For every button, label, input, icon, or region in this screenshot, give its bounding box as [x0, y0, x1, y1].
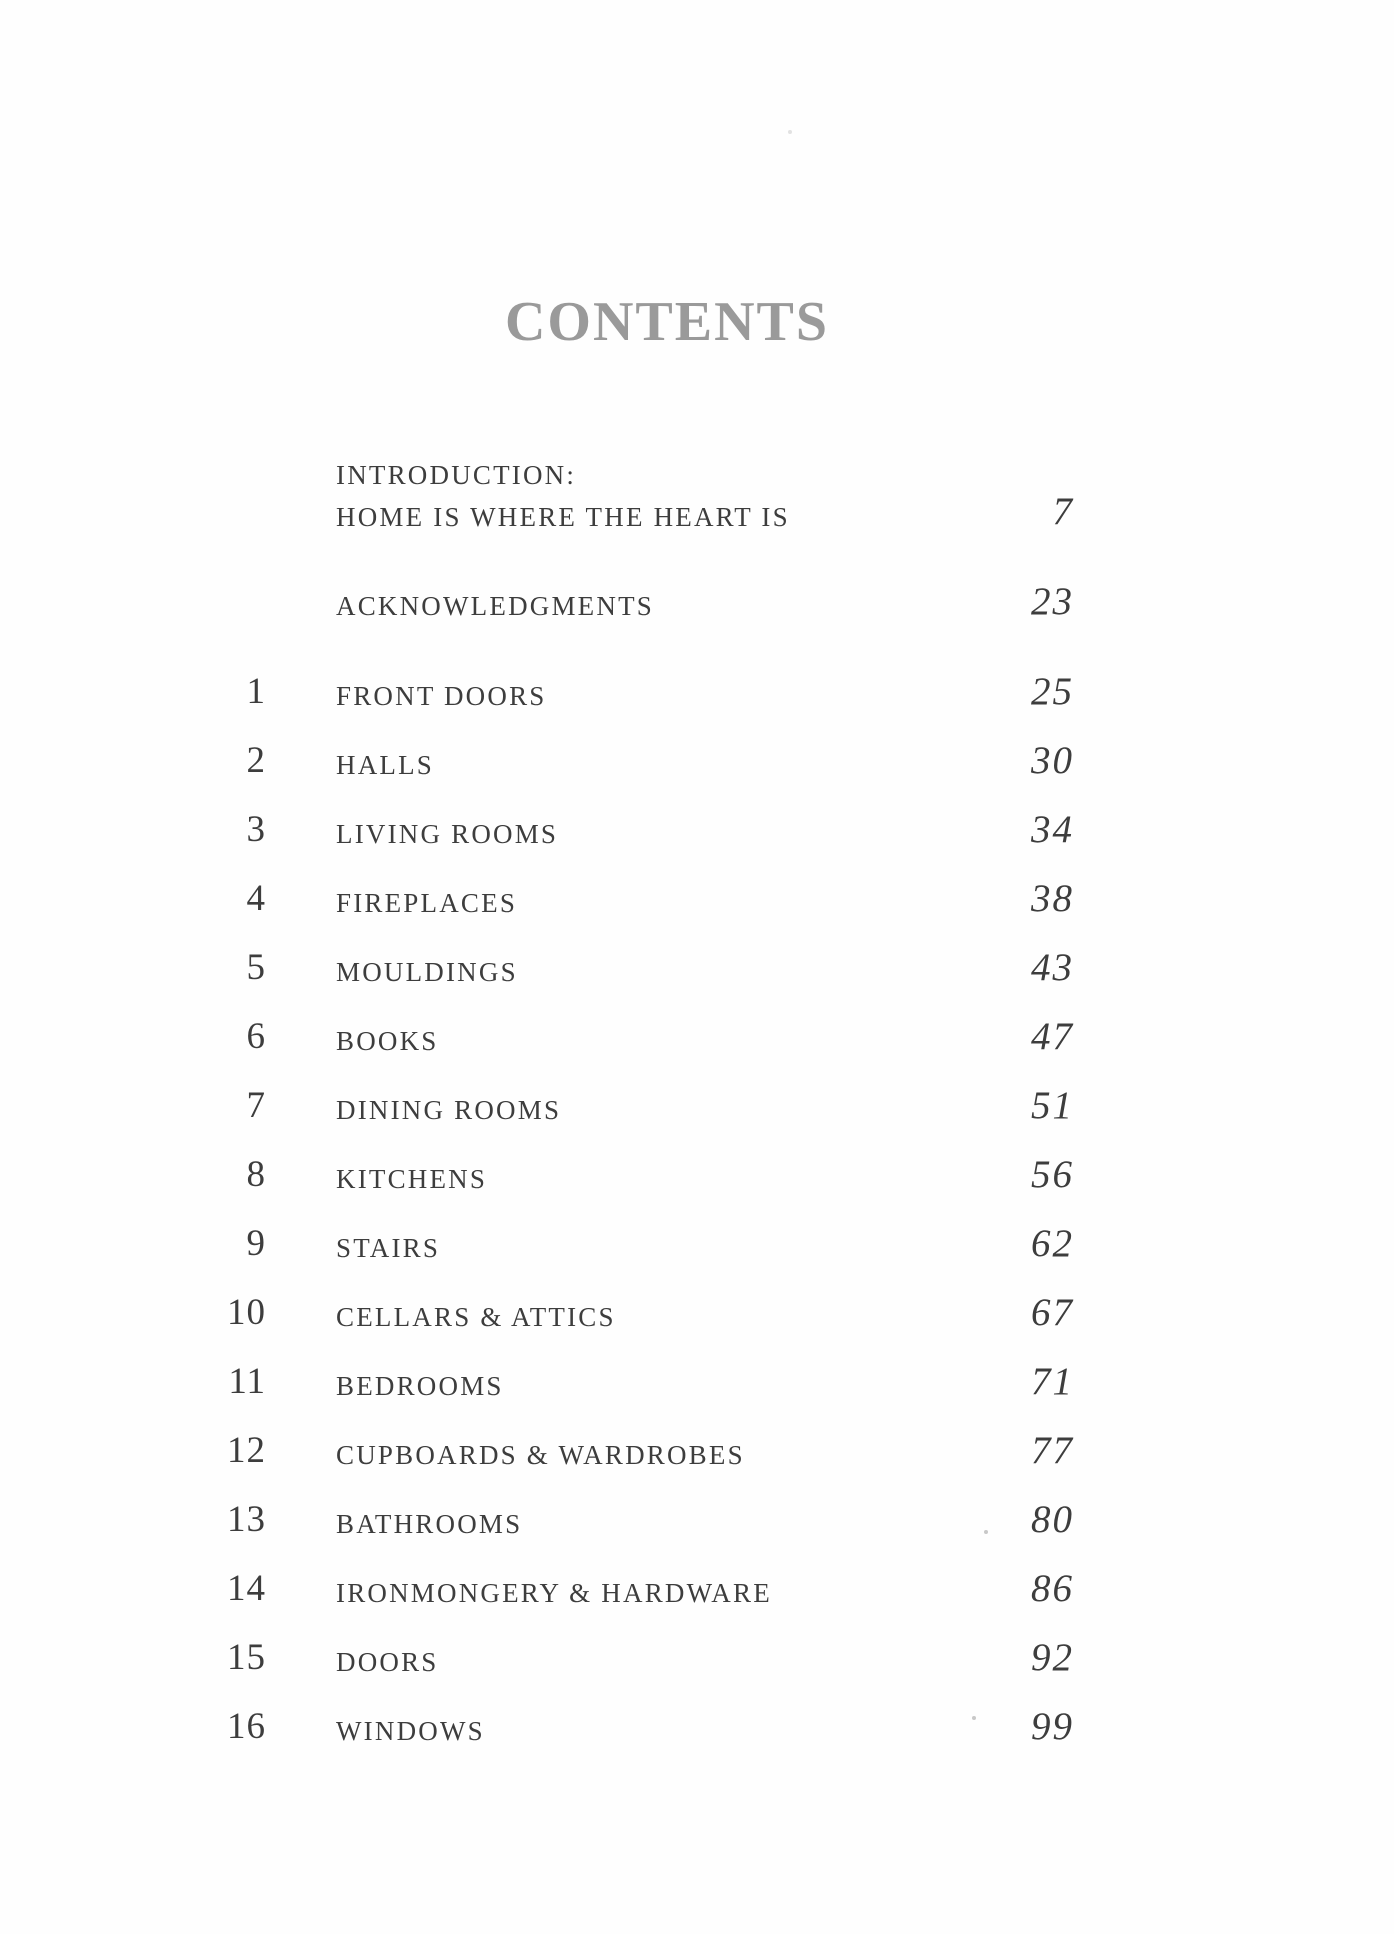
chapter-page: 30	[1031, 739, 1074, 782]
chapter-title: BATHROOMS	[336, 1509, 523, 1539]
chapter-title: BEDROOMS	[336, 1371, 504, 1401]
chapter-page: 86	[1031, 1567, 1074, 1610]
chapter-page: 71	[1031, 1360, 1074, 1403]
toc-entry-introduction-line2: HOME IS WHERE THE HEART IS	[336, 502, 790, 532]
toc-entry-introduction-page: 7	[1052, 490, 1074, 533]
chapter-number: 12	[227, 1430, 266, 1471]
chapter-page: 99	[1031, 1705, 1074, 1748]
chapter-page: 56	[1031, 1153, 1074, 1196]
chapter-title: KITCHENS	[336, 1164, 488, 1194]
chapter-number: 8	[246, 1154, 266, 1195]
chapter-number: 13	[227, 1499, 266, 1540]
chapter-page: 25	[1031, 670, 1074, 713]
chapter-title: DINING ROOMS	[336, 1095, 562, 1125]
chapter-page: 80	[1031, 1498, 1074, 1541]
chapter-page: 62	[1031, 1222, 1074, 1265]
chapter-title: CELLARS & ATTICS	[336, 1302, 616, 1332]
chapter-title: FIREPLACES	[336, 888, 518, 918]
scan-speck	[972, 1716, 976, 1720]
chapter-title: STAIRS	[336, 1233, 441, 1263]
chapter-title: CUPBOARDS & WARDROBES	[336, 1440, 745, 1470]
chapter-title: LIVING ROOMS	[336, 819, 559, 849]
chapter-number: 4	[246, 878, 266, 919]
chapter-page: 77	[1031, 1429, 1074, 1472]
chapter-number: 10	[227, 1292, 266, 1333]
chapter-title: IRONMONGERY & HARDWARE	[336, 1578, 772, 1608]
chapter-title: FRONT DOORS	[336, 681, 547, 711]
chapter-number: 14	[227, 1568, 266, 1609]
chapter-number: 1	[246, 671, 266, 712]
scan-speck	[984, 1530, 988, 1534]
chapter-title: DOORS	[336, 1647, 439, 1677]
page-title: CONTENTS	[504, 291, 830, 353]
toc-entry-introduction-line1: INTRODUCTION:	[336, 460, 577, 490]
chapter-number: 6	[246, 1016, 266, 1057]
toc-entry-acknowledgments: ACKNOWLEDGMENTS	[336, 591, 654, 621]
chapter-page: 67	[1031, 1291, 1074, 1334]
chapter-number: 5	[246, 947, 266, 988]
chapter-page: 38	[1031, 877, 1074, 920]
scan-speck	[788, 130, 792, 134]
chapter-number: 9	[246, 1223, 266, 1264]
chapter-number: 3	[246, 809, 266, 850]
chapter-page: 43	[1031, 946, 1074, 989]
chapter-page: 51	[1031, 1084, 1074, 1127]
chapter-title: MOULDINGS	[336, 957, 518, 987]
chapter-number: 16	[227, 1706, 266, 1747]
chapter-number: 2	[246, 740, 266, 781]
chapter-number: 11	[228, 1361, 266, 1402]
chapter-title: HALLS	[336, 750, 434, 780]
chapter-title: BOOKS	[336, 1026, 439, 1056]
chapter-page: 92	[1031, 1636, 1074, 1679]
chapter-title: WINDOWS	[336, 1716, 485, 1746]
chapter-number: 7	[246, 1085, 266, 1126]
toc-entry-acknowledgments-page: 23	[1031, 580, 1074, 623]
chapter-page: 34	[1031, 808, 1074, 851]
chapter-page: 47	[1031, 1015, 1074, 1058]
chapter-number: 15	[227, 1637, 266, 1678]
